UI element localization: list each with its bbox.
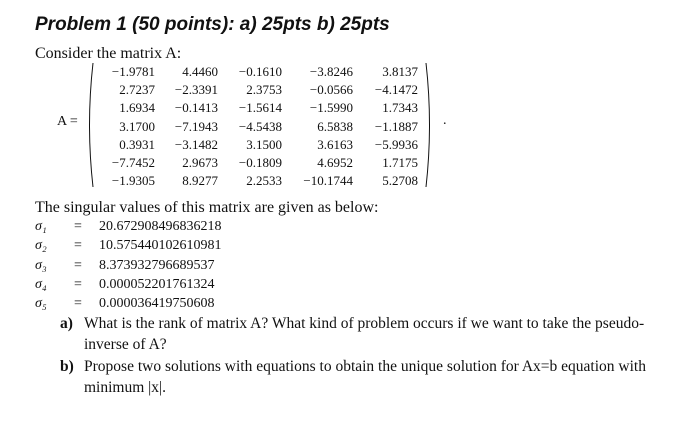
singular-value: 20.672908496836218 bbox=[99, 219, 222, 234]
matrix-cell: −0.1610 bbox=[238, 64, 282, 79]
singular-values-list bbox=[35, 217, 222, 313]
matrix-cell: −0.0566 bbox=[309, 82, 353, 98]
matrix-cell: −3.1482 bbox=[174, 136, 218, 152]
matrix-right-parenthesis bbox=[425, 62, 433, 188]
matrix-cell: 8.9277 bbox=[182, 173, 218, 189]
equals-sign: = bbox=[74, 296, 82, 312]
question-a bbox=[60, 313, 680, 355]
equals-sign: = bbox=[74, 238, 82, 254]
sigma-symbol: σ₂ bbox=[35, 238, 47, 254]
singular-value-row bbox=[35, 217, 222, 236]
question-text: Propose two solutions with equations to obtain the unique solution for Ax=b equation with minimum |x|. bbox=[84, 358, 646, 396]
equals-sign: = bbox=[74, 219, 82, 234]
matrix-cell: −7.1943 bbox=[174, 118, 218, 134]
matrix-row bbox=[92, 154, 418, 172]
equals-sign: = bbox=[74, 276, 82, 292]
singular-value-row bbox=[35, 256, 222, 275]
matrix-cell: −7.7452 bbox=[111, 155, 155, 171]
sigma-symbol: σ₄ bbox=[35, 276, 47, 292]
sigma-symbol: σ₃ bbox=[35, 257, 47, 273]
matrix-cell: 0.3931 bbox=[119, 136, 155, 152]
question-label: a) bbox=[60, 315, 73, 332]
singular-value-row bbox=[35, 275, 222, 294]
matrix-cell: −1.9781 bbox=[111, 64, 155, 79]
matrix-cell: 2.3753 bbox=[246, 82, 282, 98]
matrix-cell: −0.1809 bbox=[238, 155, 282, 171]
question-b bbox=[60, 356, 680, 398]
matrix-row bbox=[92, 136, 418, 154]
matrix-cell: −2.3391 bbox=[174, 82, 218, 98]
singular-values-intro: The singular values of this matrix are given as below: bbox=[35, 199, 379, 216]
question-label: b) bbox=[60, 358, 74, 375]
matrix-row bbox=[92, 63, 418, 81]
matrix-cell: 2.2533 bbox=[246, 173, 282, 189]
matrix-cell: 1.7175 bbox=[382, 155, 418, 171]
matrix-cell: −10.1744 bbox=[303, 173, 353, 189]
singular-value: 0.000052201761324 bbox=[99, 276, 215, 292]
sigma-symbol: σ₁ bbox=[35, 219, 47, 234]
matrix-cell: −1.9305 bbox=[111, 173, 155, 189]
matrix-period: . bbox=[443, 113, 447, 128]
sigma-symbol: σ₅ bbox=[35, 296, 47, 312]
matrix-label: A = bbox=[57, 114, 78, 129]
matrix-cell: −3.8246 bbox=[309, 64, 353, 79]
matrix-cell: 2.9673 bbox=[182, 155, 218, 171]
singular-value-row bbox=[35, 294, 222, 313]
question-text: What is the rank of matrix A? What kind of problem occurs if we want to take the pseudo-inverse of A? bbox=[84, 315, 645, 353]
matrix-cell: 6.5838 bbox=[317, 118, 353, 134]
matrix-row bbox=[92, 172, 418, 190]
intro-text: Consider the matrix A: bbox=[35, 45, 182, 62]
matrix-cell: −4.1472 bbox=[374, 82, 418, 98]
singular-value: 8.373932796689537 bbox=[99, 257, 215, 273]
matrix-cell: 2.7237 bbox=[119, 82, 155, 98]
matrix-cell: −1.5990 bbox=[309, 100, 353, 116]
matrix-cell: 4.6952 bbox=[317, 155, 353, 171]
matrix-a bbox=[92, 63, 418, 190]
matrix-row bbox=[92, 99, 418, 117]
matrix-cell: −1.5614 bbox=[238, 100, 282, 116]
questions-list bbox=[60, 313, 680, 399]
matrix-cell: 3.6163 bbox=[317, 136, 353, 152]
singular-value: 0.000036419750608 bbox=[99, 296, 215, 312]
matrix-cell: 1.6934 bbox=[119, 100, 155, 116]
matrix-cell: 5.2708 bbox=[382, 173, 418, 189]
matrix-cell: −5.9936 bbox=[374, 136, 418, 152]
matrix-cell: 4.4460 bbox=[182, 64, 218, 79]
problem-title: Problem 1 (50 points): a) 25pts b) 25pts bbox=[35, 14, 390, 35]
singular-value: 10.575440102610981 bbox=[99, 238, 222, 254]
singular-value-row bbox=[35, 236, 222, 255]
matrix-row bbox=[92, 81, 418, 99]
matrix-cell: −0.1413 bbox=[174, 100, 218, 116]
equals-sign: = bbox=[74, 257, 82, 273]
matrix-cell: 1.7343 bbox=[382, 100, 418, 116]
matrix-cell: 3.1700 bbox=[119, 118, 155, 134]
matrix-cell: 3.1500 bbox=[246, 136, 282, 152]
matrix-row bbox=[92, 118, 418, 136]
matrix-cell: −4.5438 bbox=[238, 118, 282, 134]
matrix-cell: −1.1887 bbox=[374, 118, 418, 134]
matrix-cell: 3.8137 bbox=[382, 64, 418, 79]
